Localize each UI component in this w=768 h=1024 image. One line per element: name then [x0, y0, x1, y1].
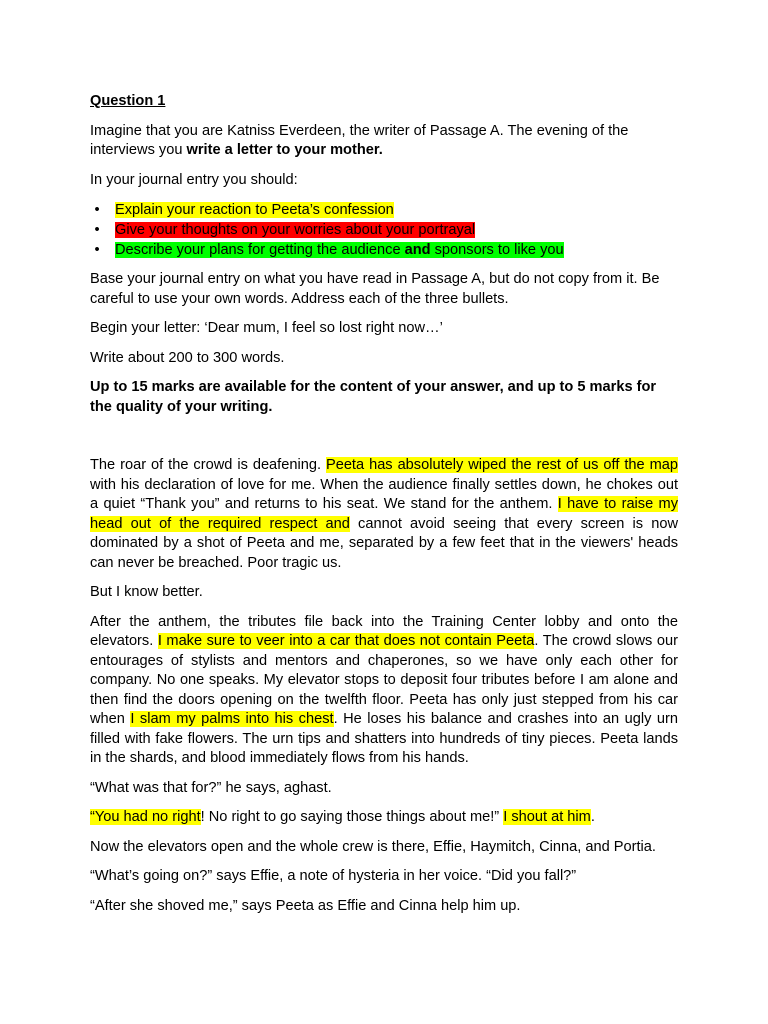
intro-bold-text: write a letter to your mother.: [186, 142, 383, 158]
section-gap: [90, 417, 678, 456]
passage-text: cannot avoid seeing that every screen is now dominated by a shot of Peeta and me, separated by a few feet that in the viewers' heads can never be breached. Poor tragic us.: [90, 515, 678, 571]
bullet-text: Explain your reaction to Peeta’s confession: [115, 202, 394, 218]
bullet-dot-icon: •: [94, 202, 100, 218]
bullet-text-post: sponsors to like you: [430, 242, 564, 258]
bullet-text-bold: and: [404, 242, 431, 258]
passage-paragraph: Now the elevators open and the whole crew is there, Effie, Haymitch, Cinna, and Portia.: [90, 838, 656, 855]
passage-paragraph: But I know better.: [90, 584, 203, 600]
passage-text: .: [590, 809, 595, 825]
passage-text: . The crowd slows our entourages of stylists and mentors and chaperones, so we have only each other for company. No one speaks. My elevator stops to deposit four tributes before I am alone and then find the doors opening on the twelfth floor. Peeta has only just stepped from his car when: [90, 633, 678, 727]
bullet-dot-icon: •: [94, 242, 100, 258]
bullet-list: [90, 200, 678, 260]
passage-text: . He loses his balance and crashes into an ugly urn filled with fake flowers. The urn tips and shatters into hundreds of tiny pieces. Peeta lands in the shards, and blood immediately flows from his hands.: [90, 711, 678, 766]
highlighted-text: Peeta has absolutely wiped the rest of us off the map: [325, 457, 678, 473]
passage-text: with his declaration of love for me. When the audience finally settles down, he chokes out a quiet “Thank you” and returns to his seat. We stand for the anthem.: [90, 476, 678, 512]
passage-text: The roar of the crowd is deafening.: [90, 457, 326, 473]
document-content: [90, 92, 678, 926]
journal-lead: In your journal entry you should:: [90, 171, 298, 188]
word-count-instruction: Write about 200 to 300 words.: [90, 349, 285, 366]
passage-paragraph: [90, 456, 678, 573]
passage-paragraph: [90, 613, 678, 769]
question-heading: Question 1: [90, 93, 166, 109]
passage-text: After the anthem, the tributes file back into the Training Center lobby and onto the elevators.: [90, 613, 678, 649]
passage-paragraph: “What was that for?” he says, aghast.: [90, 779, 332, 796]
base-instruction: Base your journal entry on what you have read in Passage A, but do not copy from it. Be careful to use your own words. Address each of the three bullets.: [90, 271, 660, 307]
highlighted-text: “You had no right: [90, 809, 201, 825]
marks-instruction: Up to 15 marks are available for the content of your answer, and up to 5 marks for the quality of your writing.: [90, 379, 657, 415]
bullet-item: [94, 220, 678, 240]
passage-paragraph: [90, 808, 678, 828]
highlighted-text: I make sure to veer into a car that does not contain Peeta: [157, 633, 535, 649]
bullet-item: [94, 200, 678, 220]
passage-text: ! No right to go saying those things about me!”: [200, 809, 504, 825]
highlighted-text: I have to raise my head out of the required respect and: [90, 496, 678, 532]
passage-paragraph: “After she shoved me,” says Peeta as Effie and Cinna help him up.: [90, 897, 521, 914]
bullet-text-pre: Describe your plans for getting the audience: [115, 242, 405, 258]
bullet-text: Give your thoughts on your worries about your portrayal: [115, 222, 476, 238]
bullet-dot-icon: •: [94, 222, 100, 238]
bullet-item: [94, 240, 678, 260]
highlighted-text: I slam my palms into his chest: [130, 711, 334, 727]
intro-text: Imagine that you are Katniss Everdeen, the writer of Passage A. The evening of the interviews you: [90, 122, 629, 158]
highlighted-text: I shout at him: [503, 809, 591, 825]
question-intro: [90, 122, 678, 161]
begin-instruction: Begin your letter: ‘Dear mum, I feel so lost right now…’: [90, 320, 443, 336]
passage-paragraph: “What’s going on?” says Effie, a note of hysteria in her voice. “Did you fall?”: [90, 868, 577, 884]
bullet-text: [115, 242, 564, 258]
